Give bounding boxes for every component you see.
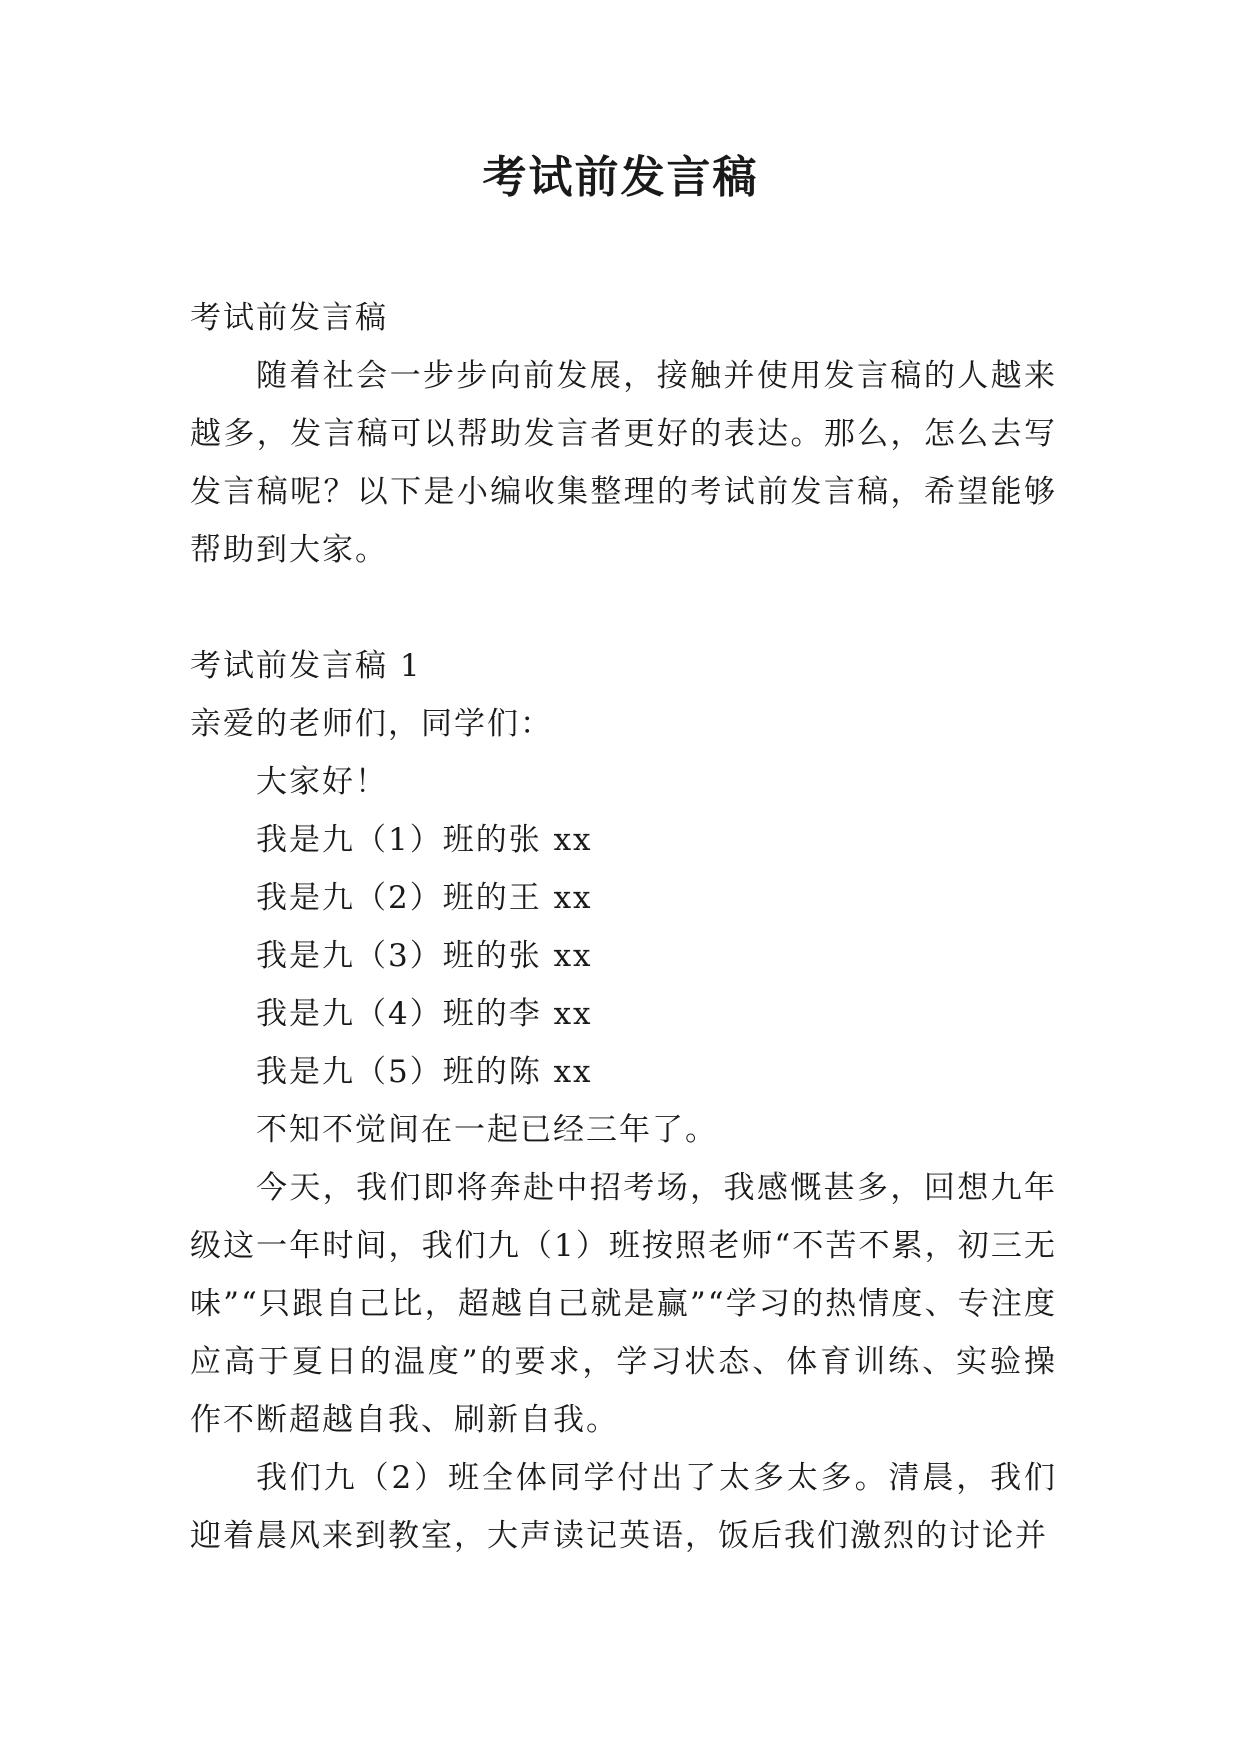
speaker-line: 我是九（4）班的李 xx [256,996,593,1032]
document-title: 考试前发言稿 [482,152,759,203]
paragraph: 不知不觉间在一起已经三年了。 [256,1112,718,1148]
speaker-line: 我是九（3）班的张 xx [256,938,593,974]
paragraph-heading: 考试前发言稿 [190,300,388,336]
paragraph: 今天，我们即将奔赴中招考场，我感慨甚多，回想九年级这一年时间，我们九（1）班按照老师“不苦不累，初三无味”“只跟自己比，超越自己就是赢”“学习的热情度、专注度应高于夏日的温度”的要求，学习状态、体育训练、实验操作不断超越自我、刷新自我。 [190,1170,1057,1438]
paragraph: 我们九（2）班全体同学付出了太多太多。清晨，我们迎着晨风来到教室，大声读记英语，饭后我们激烈的讨论并 [190,1460,1057,1554]
speaker-line: 我是九（5）班的陈 xx [256,1054,593,1090]
speaker-line: 我是九（1）班的张 xx [256,822,593,858]
document-body [190,289,1057,1565]
greeting: 大家好！ [256,764,388,800]
salutation: 亲爱的老师们，同学们： [190,706,553,742]
paragraph-intro: 随着社会一步步向前发展，接触并使用发言稿的人越来越多，发言稿可以帮助发言者更好的表达。那么，怎么去写发言稿呢？以下是小编收集整理的考试前发言稿，希望能够帮助到大家。 [190,358,1057,568]
section-heading: 考试前发言稿 1 [190,648,422,684]
paragraph-spacer [190,579,1057,637]
speaker-line: 我是九（2）班的王 xx [256,880,593,916]
